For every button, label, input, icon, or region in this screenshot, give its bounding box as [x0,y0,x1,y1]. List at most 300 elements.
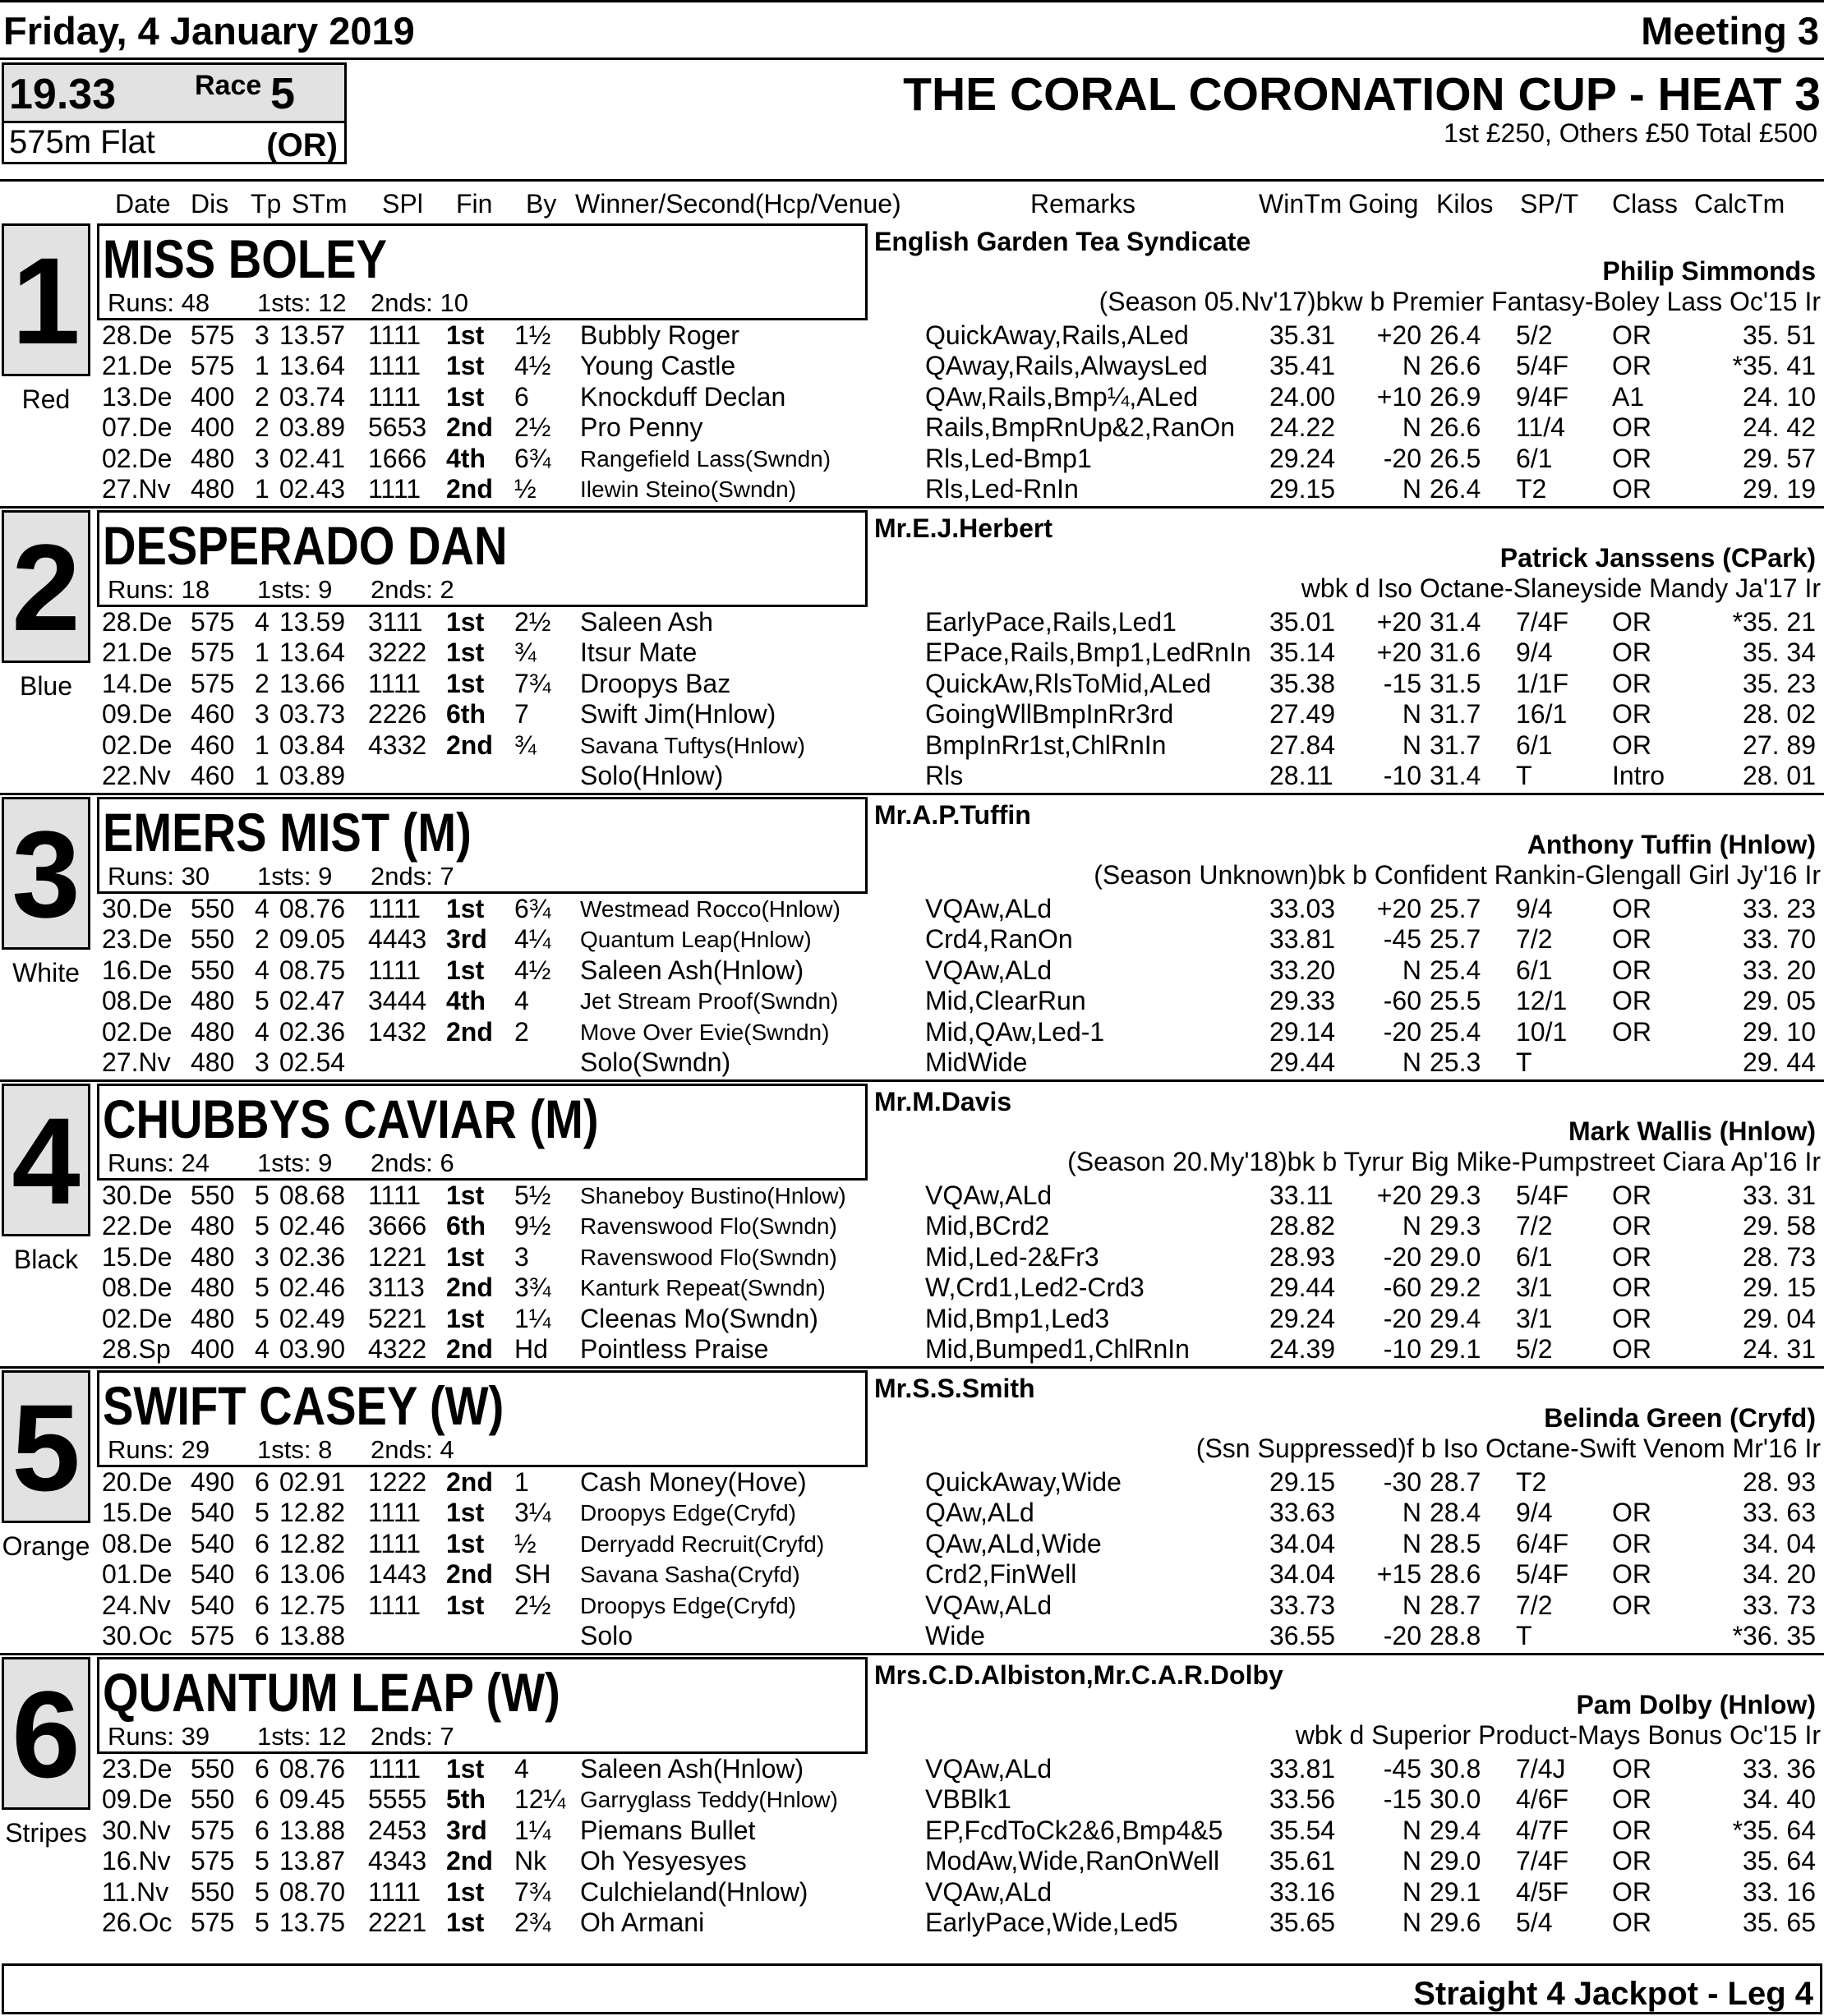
cell-date: 09.De [102,1784,173,1815]
cell-going: +20 [1376,894,1421,923]
cell-by: ¾ [514,730,537,760]
cell-cls: OR [1612,1590,1651,1620]
cell-tp: 4 [255,1016,269,1047]
runs-count: Runs: 48 [108,288,210,317]
cell-kilos: 25.7 [1430,894,1481,923]
cell-fin: 3rd [446,1815,487,1845]
cell-cls: OR [1612,699,1651,730]
cell-calc: *35. 21 [1732,607,1816,637]
trap-number: 2 [12,518,81,656]
cell-date: 02.De [102,1016,173,1047]
cell-by: 4 [514,1754,529,1784]
cell-wintm: 28.11 [1269,761,1333,790]
cell-cls: OR [1612,443,1651,473]
form-row [0,1242,1824,1273]
cell-going: N [1402,730,1421,760]
cell-remarks: VQAw,ALd [925,1590,1052,1620]
cell-date: 21.De [102,637,173,668]
trainer: Anthony Tuffin (Hnlow) [1527,830,1816,859]
column-header: SP/T [1520,189,1579,219]
cell-wintm: 24.00 [1269,381,1336,412]
cell-going: N [1402,1908,1421,1937]
cell-spt: T [1516,1047,1532,1077]
cell-spt: 5/4F [1516,1181,1569,1210]
cell-tp: 5 [255,1846,269,1876]
cell-kilos: 26.6 [1430,412,1481,443]
dog-name: CHUBBYS CAVIAR (M) [103,1089,599,1149]
cell-fin: 1st [446,1590,485,1620]
cell-cls: OR [1612,730,1651,760]
cell-kilos: 29.0 [1430,1846,1481,1876]
cell-spt: 7/4F [1516,607,1569,637]
cell-fin: 1st [446,1876,485,1907]
column-header: Fin [456,189,493,219]
dog-name-box [97,1370,868,1467]
cell-cls: OR [1612,924,1651,955]
cell-going: +10 [1376,381,1421,412]
cell-stm: 08.70 [279,1876,346,1907]
cell-wintm: 29.44 [1269,1273,1336,1303]
cell-dis: 575 [191,1621,235,1650]
cell-wintm: 29.14 [1269,1016,1336,1047]
cell-date: 14.De [102,668,173,698]
cell-spt: 3/1 [1516,1303,1553,1333]
form-row [0,351,1824,381]
cell-tp: 3 [255,1241,269,1272]
cell-fin: 1st [446,607,485,637]
cell-calc: 24. 42 [1743,412,1816,443]
cell-by: 2½ [514,607,551,637]
cell-remarks: Rls,Led-RnIn [925,474,1079,504]
trap-colour: Stripes [5,1818,87,1848]
cell-cls: A1 [1612,381,1645,412]
cell-dis: 540 [191,1528,235,1558]
cell-spt: T2 [1516,474,1547,504]
cell-dis: 575 [191,320,235,350]
cell-winner: Bubbly Roger [580,320,739,350]
breeding: (Ssn Suppressed)f b Iso Octane-Swift Venom Mr'16 Ir [1195,1434,1821,1463]
runs-count: Runs: 18 [108,575,210,604]
cell-tp: 5 [255,1908,269,1937]
owner: Mr.S.S.Smith [874,1374,1035,1403]
form-row [0,382,1824,412]
cell-tp: 6 [255,1559,269,1590]
cell-date: 02.De [102,443,173,473]
trap-colour: Orange [2,1531,90,1561]
cell-date: 24.Nv [102,1590,171,1620]
cell-cls: OR [1612,668,1651,698]
cell-calc: 33. 63 [1743,1498,1816,1528]
cell-stm: 12.75 [279,1590,346,1620]
form-row [0,1334,1824,1365]
cell-calc: 33. 73 [1743,1590,1816,1620]
cell-spl: 3111 [368,607,423,637]
cell-winner: Droopys Edge(Cryfd) [580,1500,796,1526]
runs-count: Runs: 30 [108,862,210,891]
cell-by: Nk [514,1846,547,1876]
cell-cls: OR [1612,637,1651,668]
cell-calc: 33. 20 [1743,955,1816,985]
cell-cls: OR [1612,1498,1651,1528]
column-header: Class [1612,189,1679,219]
firsts-count: 1sts: 8 [257,1435,333,1464]
cell-remarks: EarlyPace,Rails,Led1 [925,607,1177,637]
cell-fin: 1st [446,351,485,381]
cell-spt: 6/4F [1516,1528,1569,1558]
form-row [0,1017,1824,1047]
cell-winner: Garryglass Teddy(Hnlow) [580,1787,838,1813]
form-row [0,1304,1824,1334]
cell-remarks: EP,FcdToCk2&6,Bmp4&5 [925,1815,1223,1845]
cell-calc: 24. 31 [1743,1334,1816,1364]
trap-number: 6 [12,1665,81,1803]
cell-date: 28.De [102,320,173,350]
cell-dis: 400 [191,381,235,412]
cell-fin: 1st [446,955,485,985]
cell-going: -45 [1383,1754,1421,1784]
cell-fin: 2nd [446,730,493,760]
cell-going: N [1402,474,1421,504]
cell-spt: 16/1 [1516,699,1568,730]
race-prize: 1st £250, Others £50 Total £500 [1444,118,1817,148]
cell-wintm: 29.24 [1269,443,1336,473]
form-row [0,1498,1824,1528]
cell-calc: 29. 05 [1743,986,1816,1016]
cell-date: 30.De [102,894,173,923]
cell-going: -20 [1383,1303,1421,1333]
cell-fin: 6th [446,1211,486,1241]
cell-by: 2¾ [514,1908,551,1937]
cell-kilos: 31.7 [1430,730,1481,760]
cell-spt: 7/2 [1516,1211,1553,1241]
cell-date: 30.Nv [102,1815,171,1845]
cell-spl: 4443 [368,924,427,955]
cell-calc: 28. 93 [1743,1467,1816,1497]
form-row [0,924,1824,955]
cell-dis: 480 [191,1241,235,1272]
meeting-number: Meeting 3 [1641,9,1819,53]
cell-tp: 6 [255,1621,269,1650]
cell-dis: 575 [191,637,235,668]
cell-fin: 2nd [446,1273,493,1303]
cell-remarks: Rails,BmpRnUp&2,RanOn [925,412,1236,443]
cell-by: ½ [514,474,537,504]
cell-remarks: QAw,Rails,Bmp¼,ALed [925,381,1199,412]
cell-kilos: 28.8 [1430,1621,1481,1650]
cell-winner: Saleen Ash [580,607,713,637]
cell-kilos: 26.5 [1430,443,1481,473]
trap-colour: White [12,958,80,987]
cell-tp: 5 [255,1273,269,1303]
cell-by: ¾ [514,637,537,668]
cell-winner: Shaneboy Bustino(Hnlow) [580,1183,846,1208]
form-row [0,699,1824,730]
cell-cls: OR [1612,1559,1651,1590]
cell-dis: 550 [191,894,235,923]
cell-by: 2½ [514,1590,551,1620]
cell-date: 01.De [102,1559,173,1590]
cell-fin: 2nd [446,1334,493,1364]
cell-wintm: 33.03 [1269,894,1336,923]
cell-dis: 480 [191,1303,235,1333]
cell-going: +20 [1376,607,1421,637]
cell-fin: 2nd [446,474,493,504]
cell-dis: 480 [191,1016,235,1047]
cell-going: +20 [1376,1181,1421,1210]
cell-dis: 540 [191,1559,235,1590]
form-row [0,955,1824,986]
cell-stm: 02.47 [279,986,346,1016]
cell-tp: 1 [255,637,269,668]
cell-calc: 34. 20 [1743,1559,1816,1590]
form-row [0,1529,1824,1559]
cell-wintm: 29.15 [1269,474,1336,504]
form-row [0,1621,1824,1651]
form-row [0,1047,1824,1078]
cell-wintm: 28.93 [1269,1241,1336,1272]
cell-spl: 3444 [368,986,427,1016]
cell-calc: *36. 35 [1732,1621,1816,1650]
cell-tp: 5 [255,986,269,1016]
cell-kilos: 29.4 [1430,1815,1481,1845]
cell-stm: 03.89 [279,761,346,790]
cell-calc: 35. 65 [1743,1908,1816,1937]
trap-colour: Red [21,384,71,414]
cell-dis: 540 [191,1590,235,1620]
cell-tp: 1 [255,474,269,504]
cell-kilos: 31.5 [1430,668,1481,698]
cell-tp: 4 [255,607,269,637]
cell-tp: 3 [255,1047,269,1077]
cell-remarks: GoingWllBmpInRr3rd [925,699,1174,730]
trap-number: 1 [12,232,81,370]
cell-cls: OR [1612,320,1651,350]
footer-text: Straight 4 Jackpot - Leg 4 [1413,1976,1813,2012]
form-row [0,1211,1824,1241]
cell-dis: 480 [191,1047,235,1077]
race-time: 19.33 [9,71,117,118]
cell-dis: 460 [191,761,235,790]
cell-tp: 3 [255,320,269,350]
cell-fin: 1st [446,1754,485,1784]
cell-cls: OR [1612,1303,1651,1333]
cell-by: 4¼ [514,924,551,955]
cell-wintm: 29.24 [1269,1303,1336,1333]
cell-date: 23.De [102,924,173,955]
cell-fin: 4th [446,443,486,473]
cell-calc: 29. 15 [1743,1273,1816,1303]
cell-winner: Itsur Mate [580,637,698,668]
firsts-count: 1sts: 9 [257,575,333,604]
cell-fin: 1st [446,1908,485,1937]
cell-spl: 1111 [368,351,421,381]
cell-spl: 4332 [368,730,427,760]
cell-calc: 34. 40 [1743,1784,1816,1815]
cell-winner: Oh Armani [580,1908,705,1937]
cell-winner: Quantum Leap(Hnlow) [580,927,812,953]
dog-name: DESPERADO DAN [103,515,508,576]
cell-stm: 03.74 [279,381,346,412]
cell-fin: 6th [446,699,486,730]
cell-winner: Knockduff Declan [580,381,786,412]
cell-date: 07.De [102,412,173,443]
owner: Mr.A.P.Tuffin [874,800,1031,830]
cell-going: N [1402,1047,1421,1077]
cell-tp: 1 [255,351,269,381]
cell-spt: 5/2 [1516,1334,1553,1364]
cell-kilos: 29.0 [1430,1241,1481,1272]
cell-remarks: VQAw,ALd [925,1754,1052,1784]
form-row [0,1816,1824,1846]
cell-calc: 35. 34 [1743,637,1816,668]
cell-stm: 03.84 [279,730,346,760]
trainer: Mark Wallis (Hnlow) [1568,1116,1816,1146]
firsts-count: 1sts: 12 [257,1722,347,1751]
cell-winner: Oh Yesyesyes [580,1846,747,1876]
cell-date: 16.De [102,955,173,985]
cell-remarks: VBBlk1 [925,1784,1011,1815]
cell-winner: Pro Penny [580,412,703,443]
cell-cls: OR [1612,1016,1651,1047]
cell-by: 1¼ [514,1815,551,1845]
cell-kilos: 31.6 [1430,637,1481,668]
form-row [0,761,1824,791]
cell-cls: Intro [1612,761,1665,790]
cell-calc: 35. 23 [1743,668,1816,698]
dog-name: MISS BOLEY [103,228,388,289]
cell-cls: OR [1612,351,1651,381]
cell-spl: 2453 [368,1815,427,1845]
cell-date: 09.De [102,699,173,730]
header-rule [0,58,1824,60]
cell-spt: 4/6F [1516,1784,1569,1815]
cell-remarks: VQAw,ALd [925,1181,1052,1210]
cell-dis: 550 [191,1876,235,1907]
runs-count: Runs: 24 [108,1148,210,1177]
column-header: Winner/Second(Hcp/Venue) [575,189,901,219]
cell-fin: 1st [446,1241,485,1272]
cell-stm: 13.88 [279,1621,346,1650]
cell-date: 13.De [102,381,173,412]
dog-name-box [97,1084,868,1181]
cell-remarks: W,Crd1,Led2-Crd3 [925,1273,1145,1303]
cell-winner: Cash Money(Hove) [580,1467,807,1497]
cell-spl: 1432 [368,1016,427,1047]
cell-fin: 4th [446,986,486,1016]
cell-stm: 13.87 [279,1846,346,1876]
cell-kilos: 31.4 [1430,607,1481,637]
cell-date: 23.De [102,1754,173,1784]
cell-remarks: QuickAw,RlsToMid,ALed [925,668,1211,698]
cell-date: 22.De [102,1211,173,1241]
cell-going: +20 [1376,637,1421,668]
cell-remarks: VQAw,ALd [925,894,1052,923]
cell-remarks: Crd2,FinWell [925,1559,1077,1590]
column-header: Kilos [1436,189,1494,219]
cell-fin: 1st [446,668,485,698]
cell-fin: 5th [446,1784,486,1815]
cell-tp: 2 [255,412,269,443]
cell-spl: 3113 [368,1273,425,1303]
cell-fin: 1st [446,1528,485,1558]
cell-calc: *35. 41 [1732,351,1816,381]
form-row [0,1784,1824,1815]
trainer: Philip Simmonds [1602,256,1816,286]
cell-dis: 480 [191,986,235,1016]
cell-kilos: 28.4 [1430,1498,1481,1528]
form-row [0,607,1824,637]
race-grade: (OR) [266,127,338,163]
form-row [0,1908,1824,1938]
cell-winner: Cleenas Mo(Swndn) [580,1303,818,1333]
cell-remarks: VQAw,ALd [925,1876,1052,1907]
cell-tp: 6 [255,1784,269,1815]
cell-winner: Saleen Ash(Hnlow) [580,1754,804,1784]
form-row [0,669,1824,699]
cell-going: N [1402,1846,1421,1876]
cell-tp: 3 [255,699,269,730]
cell-dis: 550 [191,924,235,955]
cell-fin: 1st [446,320,485,350]
cell-dis: 550 [191,1181,235,1210]
cell-spt: 5/4F [1516,1559,1569,1590]
cell-tp: 6 [255,1590,269,1620]
cell-going: N [1402,412,1421,443]
cell-dis: 480 [191,1273,235,1303]
cell-spt: 12/1 [1516,986,1568,1016]
cell-spl: 1443 [368,1559,427,1590]
cell-tp: 2 [255,668,269,698]
cell-spl: 4343 [368,1846,427,1876]
cell-cls: OR [1612,607,1651,637]
cell-tp: 2 [255,924,269,955]
cell-remarks: Crd4,RanOn [925,924,1073,955]
cell-going: -10 [1383,1334,1421,1364]
cell-cls: OR [1612,1273,1651,1303]
cell-remarks: ModAw,Wide,RanOnWell [925,1846,1220,1876]
form-row [0,637,1824,668]
cell-spt: 6/1 [1516,955,1553,985]
cell-spt: 5/2 [1516,320,1553,350]
cell-tp: 2 [255,381,269,412]
cell-wintm: 35.14 [1269,637,1336,668]
race-info-box [2,62,347,164]
cell-kilos: 25.4 [1430,1016,1481,1047]
cell-remarks: VQAw,ALd [925,955,1052,985]
cell-going: N [1402,955,1421,985]
cell-tp: 6 [255,1528,269,1558]
cell-cls: OR [1612,1334,1651,1364]
cell-spl: 5221 [368,1303,427,1333]
cell-fin: 1st [446,381,485,412]
trap-number: 4 [12,1092,81,1230]
cell-spt: 9/4F [1516,381,1569,412]
cell-winner: Solo [580,1621,633,1650]
footer-box [2,1963,1822,2014]
seconds-count: 2nds: 7 [371,1722,454,1751]
cell-spt: 10/1 [1516,1016,1568,1047]
cell-spl: 1222 [368,1467,427,1497]
cell-remarks: Mid,Bmp1,Led3 [925,1303,1110,1333]
cell-date: 08.De [102,986,173,1016]
cell-spl: 2221 [368,1908,427,1937]
dog-name: EMERS MIST (M) [103,802,472,863]
cell-fin: 2nd [446,412,493,443]
cell-cls: OR [1612,1784,1651,1815]
cell-wintm: 27.84 [1269,730,1336,760]
cell-fin: 1st [446,1303,485,1333]
cell-wintm: 33.81 [1269,1754,1336,1784]
